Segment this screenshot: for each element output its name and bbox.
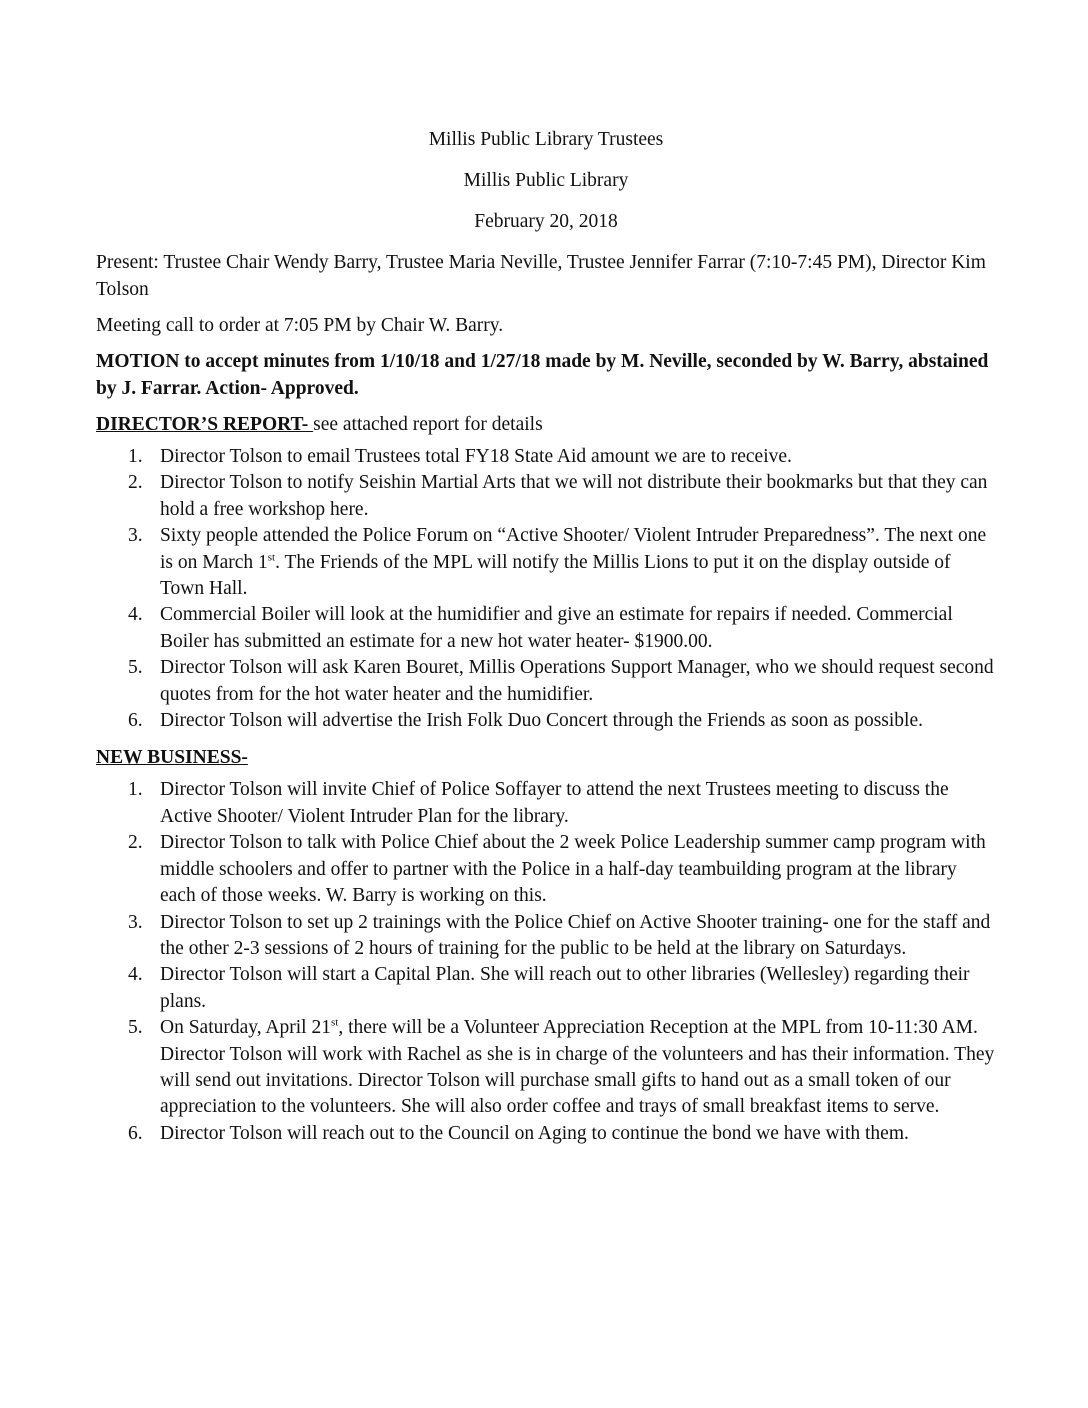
new-business-label: NEW BUSINESS- xyxy=(96,747,248,769)
item-text-continued: , there will be a Volunteer Appreciation Reception at the MPL from 10-11:30 AM. Director Tolson will work with Rachel as she is in charge of the volunteers and has their information. They will send out invitations. Director Tolson will purchase small gifts to hand out as a small token of our appreciation to the volunteers. She will also order coffee and trays of small breakfast items to serve. xyxy=(160,1017,995,1118)
item-text: Commercial Boiler will look at the humidifier and give an estimate for repairs if needed. Commercial Boiler has submitted an estimate for a new hot water heater- $1900.00. xyxy=(160,604,953,652)
item-number: 6. xyxy=(128,710,143,732)
item-text: Director Tolson will reach out to the Council on Aging to continue the bond we have with them. xyxy=(160,1122,909,1144)
item-number: 1. xyxy=(128,446,143,467)
directors-report-heading xyxy=(96,411,996,438)
ordinal-suffix: st xyxy=(267,551,276,564)
item-number: 3. xyxy=(128,911,143,933)
item-number: 3. xyxy=(128,525,143,547)
ordinal-suffix: st xyxy=(330,1016,339,1029)
list-item xyxy=(96,523,996,602)
item-text: Director Tolson will invite Chief of Police Soffayer to attend the next Trustees meeting to discuss the Active Shooter/ Violent Intruder Plan for the library. xyxy=(160,779,949,827)
list-item xyxy=(96,708,996,734)
item-text: Sixty people attended the Police Forum on “Active Shooter/ Violent Intruder Preparedness”. The next one is on March 1 xyxy=(160,525,987,573)
item-text: Director Tolson will ask Karen Bouret, Millis Operations Support Manager, who we should request second quotes from for the hot water heater and the humidifier. xyxy=(160,657,994,705)
item-text-continued: . The Friends of the MPL will notify the Millis Lions to put it on the display outside of Town Hall. xyxy=(160,551,951,600)
item-number: 4. xyxy=(128,604,143,626)
motion-approve-minutes: MOTION to accept minutes from 1/10/18 and 1/27/18 made by M. Neville, seconded by W. Barry, abstained by J. Farrar. Action- Approved. xyxy=(96,351,989,399)
list-item xyxy=(96,602,996,655)
list-item xyxy=(96,1121,996,1147)
item-number: 5. xyxy=(128,1017,143,1039)
new-business-list xyxy=(96,777,996,1147)
list-item xyxy=(96,655,996,708)
item-number: 5. xyxy=(128,657,143,679)
item-number: 1. xyxy=(128,779,143,801)
item-text: Director Tolson to talk with Police Chief about the 2 week Police Leadership summer camp program with middle schoolers and offer to partner with the Police in a half-day teambuilding program at the library each of those weeks. W. Barry is working on this. xyxy=(160,832,986,907)
item-text: Director Tolson to set up 2 trainings with the Police Chief on Active Shooter training- one for the staff and the other 2-3 sessions of 2 hours of training for the public to be held at the library on Saturdays. xyxy=(160,911,991,959)
list-item xyxy=(96,830,996,909)
item-number: 4. xyxy=(128,964,143,986)
list-item xyxy=(96,962,996,1015)
item-text: Director Tolson to notify Seishin Martial Arts that we will not distribute their bookmarks but that they can hold a free workshop here. xyxy=(160,472,988,520)
item-text: Director Tolson will start a Capital Plan. She will reach out to other libraries (Wellesley) regarding their plans. xyxy=(160,964,970,1012)
new-business-heading xyxy=(96,744,996,771)
item-number: 6. xyxy=(128,1122,143,1144)
directors-report-note: see attached report for details xyxy=(313,414,543,435)
minutes-page xyxy=(96,126,996,1157)
list-item xyxy=(96,444,996,470)
item-text: On Saturday, April 21 xyxy=(160,1017,331,1039)
item-text: Director Tolson to email Trustees total FY18 State Aid amount we are to receive. xyxy=(160,446,792,467)
directors-report-label: DIRECTOR’S REPORT- xyxy=(96,414,314,435)
list-item xyxy=(96,777,996,830)
call-to-order: Meeting call to order at 7:05 PM by Chair W. Barry. xyxy=(96,315,504,336)
list-item xyxy=(96,910,996,963)
meeting-date: February 20, 2018 xyxy=(474,211,618,232)
item-text: Director Tolson will advertise the Irish Folk Duo Concert through the Friends as soon as possible. xyxy=(160,710,924,732)
item-number: 2. xyxy=(128,832,143,854)
org-title: Millis Public Library Trustees xyxy=(428,129,664,150)
list-item xyxy=(96,470,996,523)
attendees: Present: Trustee Chair Wendy Barry, Trustee Maria Neville, Trustee Jennifer Farrar (7:10-7:45 PM), Director Kim Tolson xyxy=(96,252,986,300)
list-item xyxy=(96,1015,996,1121)
item-number: 2. xyxy=(128,472,143,494)
library-name: Millis Public Library xyxy=(463,170,629,191)
directors-report-list xyxy=(96,444,996,734)
